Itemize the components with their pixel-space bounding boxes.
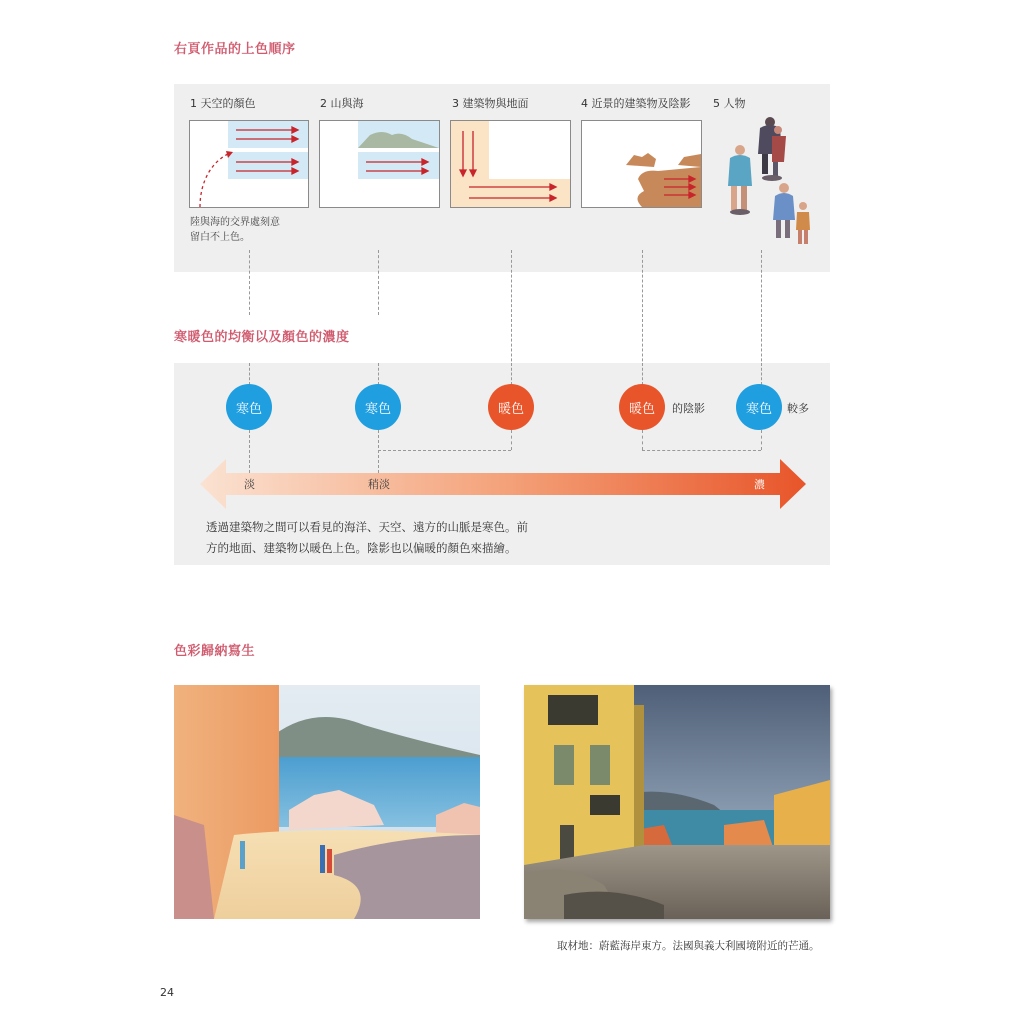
step-2-label: 2 山與海 bbox=[320, 97, 364, 110]
color-balance-description bbox=[206, 517, 806, 559]
connector-line bbox=[249, 363, 250, 385]
connector-line bbox=[378, 250, 379, 315]
description-line-1: 透過建築物之間可以看見的海洋、天空、遠方的山脈是寒色。前 bbox=[206, 520, 528, 534]
step-2-mountain-sea-diagram bbox=[319, 120, 440, 208]
cold-color-circle-3: 寒色 bbox=[736, 384, 782, 430]
more-side-label: 較多 bbox=[787, 402, 809, 415]
page-number: 24 bbox=[160, 986, 174, 999]
connector-line bbox=[378, 450, 511, 451]
connector-line bbox=[642, 363, 643, 385]
section-heading-warm-cold-balance: 寒暖色的均衡以及顏色的濃度 bbox=[174, 330, 350, 345]
description-line-2: 方的地面、建築物以暖色上色。陰影也以偏暖的顏色來描繪。 bbox=[206, 541, 517, 555]
connector-line bbox=[642, 450, 761, 451]
step-1-label: 1 天空的顏色 bbox=[190, 97, 256, 110]
connector-line bbox=[642, 430, 643, 450]
warm-color-circle-1: 暖色 bbox=[488, 384, 534, 430]
section-heading-coloring-order: 右頁作品的上色順序 bbox=[174, 42, 296, 57]
step-4-shadow-diagram bbox=[581, 120, 702, 208]
cold-color-circle-2: 寒色 bbox=[355, 384, 401, 430]
step-4-label: 4 近景的建築物及陰影 bbox=[581, 97, 691, 110]
step-1-note bbox=[190, 215, 280, 245]
watercolor-figures-image bbox=[718, 108, 814, 252]
photo-caption: 取材地：蔚藍海岸東方。法國與義大利國境附近的芒通。 bbox=[557, 940, 820, 952]
connector-line bbox=[761, 363, 762, 385]
connector-line bbox=[511, 430, 512, 450]
step-1-sky-diagram bbox=[189, 120, 309, 208]
watercolor-painting-image bbox=[174, 685, 480, 919]
scale-mid-label: 稍淡 bbox=[368, 478, 390, 491]
note-line-1: 陸與海的交界處刻意 bbox=[190, 217, 280, 228]
step-3-label: 3 建築物與地面 bbox=[452, 97, 529, 110]
note-line-2: 留白不上色。 bbox=[190, 232, 250, 243]
step-5-label: 5 人物 bbox=[713, 97, 746, 110]
shadow-side-label: 的陰影 bbox=[672, 402, 705, 415]
step-3-building-ground-diagram bbox=[450, 120, 571, 208]
warm-color-circle-2: 暖色 bbox=[619, 384, 665, 430]
menton-photo-image bbox=[524, 685, 830, 919]
section-heading-color-sketch: 色彩歸納寫生 bbox=[174, 644, 256, 659]
connector-line bbox=[378, 363, 379, 385]
connector-line bbox=[511, 363, 512, 385]
connector-line bbox=[761, 430, 762, 450]
cold-color-circle-1: 寒色 bbox=[226, 384, 272, 430]
scale-light-label: 淡 bbox=[244, 478, 255, 491]
scale-dark-label: 濃 bbox=[754, 478, 765, 491]
density-gradient-arrow bbox=[200, 459, 806, 509]
connector-line bbox=[249, 250, 250, 315]
